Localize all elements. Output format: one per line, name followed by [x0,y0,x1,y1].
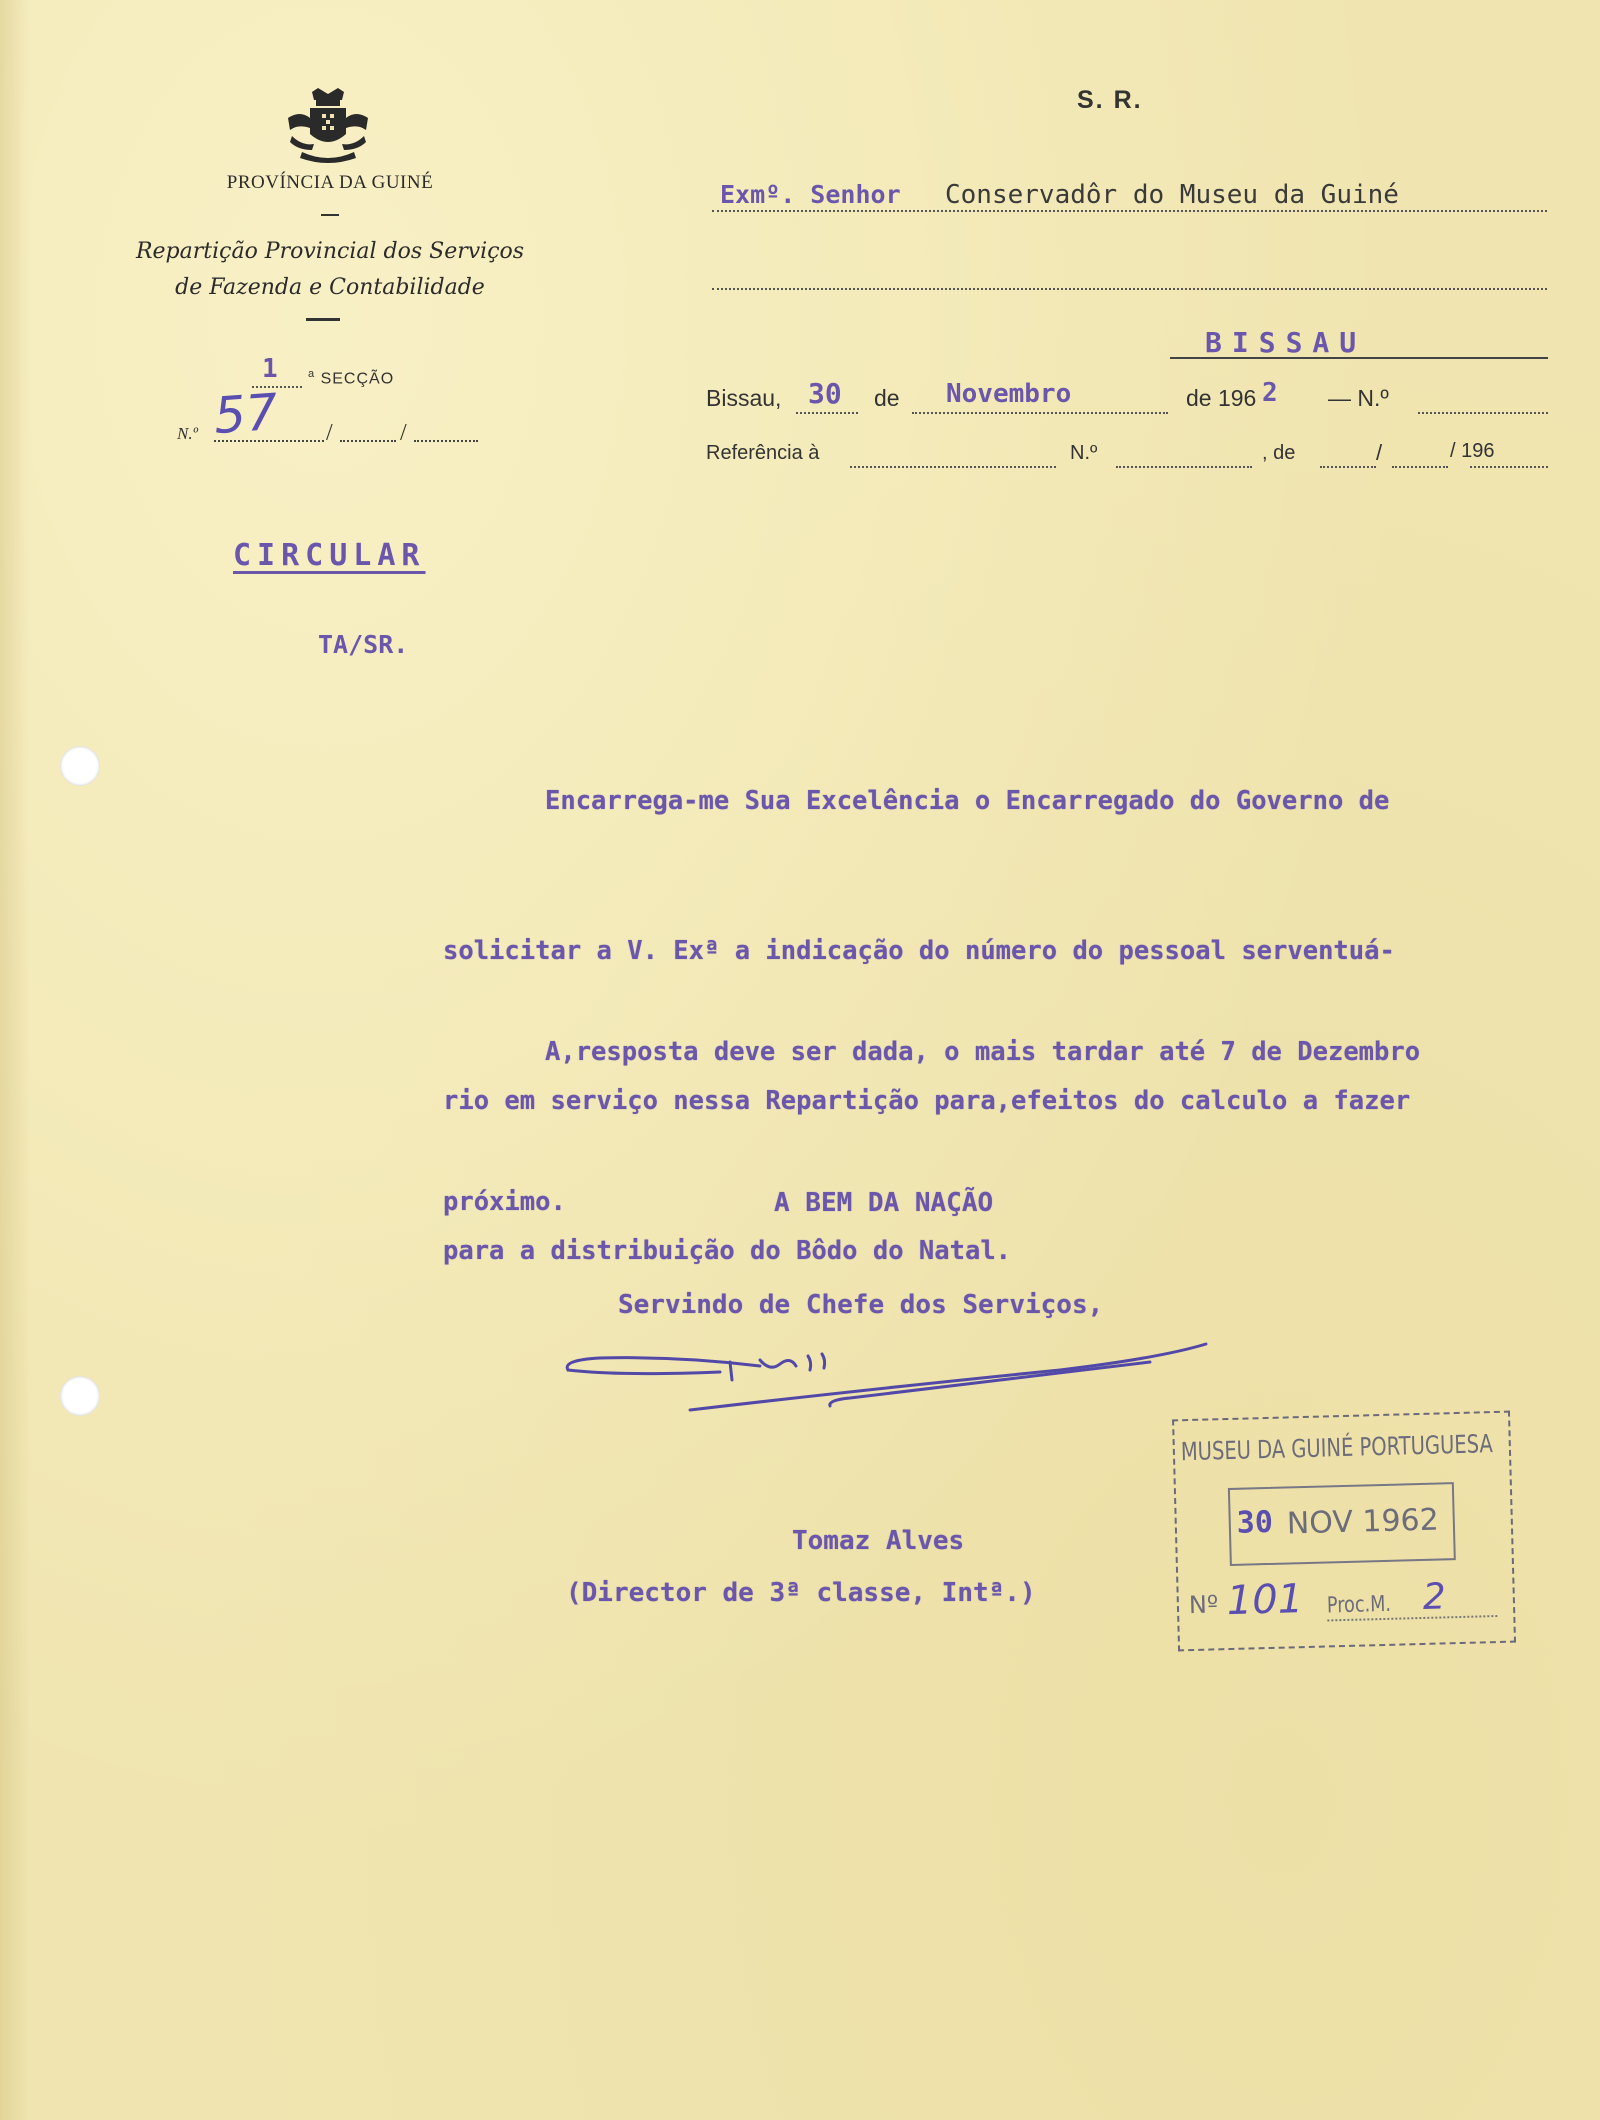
reference-dotted-line [1470,466,1548,468]
seccao-label [308,368,394,388]
date-day: 30 [808,377,842,410]
seccao-suffix: a [308,368,316,380]
seccao-number: 1 [262,354,278,384]
number-dotted-line [1418,412,1548,414]
stamp-day: 30 [1236,1504,1274,1541]
city-underline [1170,357,1548,359]
stamp-proc-label: Proc.M. [1326,1591,1392,1619]
addressee: Conservadôr do Museu da Guiné [945,180,1399,210]
stamp-number-label: Nº [1188,1590,1219,1620]
seccao-text: SECÇÃO [320,370,395,388]
month-dotted-line [912,412,1168,414]
numero-slash: / [400,420,407,446]
binder-hole-top [60,746,100,786]
year-label: de 196 [1186,385,1257,411]
signer-title: (Director de 3ª classe, Intª.) [566,1578,1036,1608]
province-title: PROVÍNCIA DA GUINÉ [226,172,434,193]
date-de: de [874,385,900,411]
office-line-2: de Fazenda e Contabilidade [175,275,485,300]
sr-heading: S. R. [1077,86,1143,114]
paragraph-line: A,resposta deve ser dada, o mais tardar até 7 de Dezembro [545,1037,1421,1067]
reference-number-dotted-line [1116,466,1252,468]
document-type-title: CIRCULAR [233,538,426,573]
reference-code: TA/SR. [318,630,409,659]
stamp-date: NOV 1962 [1286,1502,1440,1542]
office-name [110,234,550,306]
destination-city: BISSAU [1205,326,1367,359]
paragraph-line: Encarrega-me Sua Excelência o Encarregado do Governo de [545,786,1390,816]
paper-edge-shadow [0,0,30,2120]
paragraph-line: próximo. [443,1187,566,1217]
paragraph-line: rio em serviço nessa Repartição para,efeitos do calculo a fazer [443,1086,1411,1116]
stamp-title: MUSEU DA GUINÉ PORTUGUESA [1180,1429,1494,1467]
address-dotted-line [712,288,1547,290]
signer-name: Tomaz Alves [792,1526,965,1556]
numero-dotted-line [340,440,396,442]
stamp-proc-handwritten: 2 [1422,1576,1447,1618]
reference-dotted-line [1392,466,1448,468]
signing-for: Servindo de Chefe dos Serviços, [618,1290,1104,1320]
reference-de-label: , de [1262,442,1296,464]
numero-handwritten: 57 [212,382,280,446]
address-dotted-line [712,210,1547,212]
numero-dotted-line [214,440,324,442]
coat-of-arms-icon [282,88,374,166]
number-label: — N.º [1328,385,1389,411]
paragraph-line: solicitar a V. Exª a indicação do número do pessoal serventuá- [443,936,1395,966]
signature-icon [560,1320,1220,1420]
paragraph-line: para a distribuição do Bôdo do Natal. [443,1236,1012,1266]
reference-slash: / [1376,440,1383,465]
divider [306,318,340,321]
office-line-1: Repartição Provincial dos Serviços [135,239,525,264]
date-month: Novembro [946,379,1072,409]
stamp-number-handwritten: 101 [1226,1576,1304,1625]
reference-dotted-line [850,466,1056,468]
closing-formula: A BEM DA NAÇÃO [774,1188,994,1218]
salutation: Exmº. Senhor [720,180,901,209]
divider [321,214,339,216]
day-dotted-line [796,412,858,414]
numero-dotted-line [414,440,478,442]
place-label: Bissau, [706,385,782,411]
binder-hole-bottom [60,1376,100,1416]
numero-slash: / [326,420,333,446]
reference-dotted-line [1320,466,1376,468]
reference-number-label: N.º [1070,442,1098,464]
year-digit: 2 [1262,378,1278,408]
reference-year-label: / 196 [1450,440,1495,462]
reference-label: Referência à [706,442,820,464]
reception-stamp [1172,1411,1516,1650]
numero-label: N.º [177,424,198,443]
paragraph-2 [443,927,1543,1327]
